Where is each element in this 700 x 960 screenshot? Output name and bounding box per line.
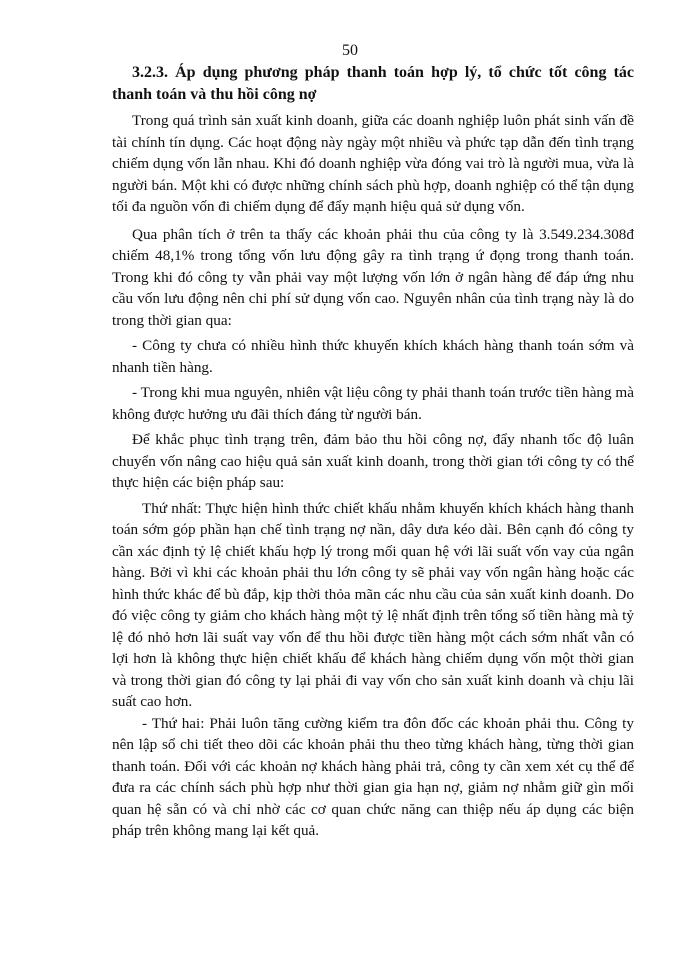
paragraph-solution-1: Thứ nhất: Thực hiện hình thức chiết khấu nhằm khuyến khích khách hàng thanh toán sớm góp phần hạn chế tình trạng nợ nần, dây dưa kéo dài. Bên cạnh đó công ty cần xác định tỷ lệ chiết khấu hợp lý trong mối quan hệ với lãi suất vốn vay của ngân hàng. Bởi vì khi các khoản phải thu lớn công ty sẽ phải vay vốn ngân hàng hoặc các hình thức khác để bù đắp, kịp thời thỏa mãn các nhu cầu của sản xuất kinh doanh. Do đó việc công ty giảm cho khách hàng một tỷ lệ nhất định trên tổng số tiền hàng mà tỷ lệ đó nhỏ hơn lãi suất vay vốn để thu hồi được tiền hàng một cách sớm nhất vẫn có lợi hơn là không thực hiện chiết khấu để khách hàng chiếm dụng vốn một thời gian và trong thời gian đó công ty lại phải đi vay vốn cho sản xuất kinh doanh và chịu lãi suất cao hơn. — [112, 499, 634, 710]
paragraph-cause-1: - Công ty chưa có nhiều hình thức khuyến khích khách hàng thanh toán sớm và nhanh tiền hàng. — [112, 337, 634, 376]
page-content — [112, 62, 634, 842]
paragraph-intro: Trong quá trình sản xuất kinh doanh, giữa các doanh nghiệp luôn phát sinh vấn đề tài chính tín dụng. Các hoạt động này ngày một nhiều và phức tạp dẫn đến tình trạng chiếm dụng vốn lẫn nhau. Khi đó doanh nghiệp vừa đóng vai trò là người mua, vừa là người bán. Một khi có được những chính sách phù hợp, doanh nghiệp có thể tận dụng tối đa nguồn vốn đi chiếm dụng để đẩy mạnh hiệu quả sử dụng vốn. — [112, 112, 634, 215]
paragraph-cause-2: - Trong khi mua nguyên, nhiên vật liệu công ty phải thanh toán trước tiền hàng mà không được hưởng ưu đãi thích đáng từ người bán. — [112, 384, 634, 423]
page-number: 50 — [342, 42, 358, 59]
section-heading: 3.2.3. Áp dụng phương pháp thanh toán hợp lý, tổ chức tốt công tác thanh toán và thu hồi công nợ — [112, 64, 634, 103]
paragraph-solutions-intro: Để khắc phục tình trạng trên, đảm bảo thu hồi công nợ, đẩy nhanh tốc độ luân chuyển vốn nâng cao hiệu quả sản xuất kinh doanh, trong thời gian tới công ty có thể thực hiện các biện pháp sau: — [112, 431, 634, 491]
paragraph-analysis: Qua phân tích ở trên ta thấy các khoản phải thu của công ty là 3.549.234.308đ chiếm 48,1% trong tổng vốn lưu động gây ra tình trạng ứ đọng trong thanh toán. Trong khi đó công ty vẫn phải vay một lượng vốn lớn ở ngân hàng để đáp ứng nhu cầu vốn lưu động nên chi phí sử dụng vốn cao. Nguyên nhân của tình trạng này là do trong thời gian qua: — [112, 225, 634, 329]
paragraph-solution-2: - Thứ hai: Phải luôn tăng cường kiểm tra đôn đốc các khoản phải thu. Công ty nên lập sổ chi tiết theo dõi các khoản phải thu theo từng khách hàng, từng thời gian thanh toán. Đối với các khoản nợ khách hàng phải trả, công ty cần xem xét cụ thể để đưa ra các chính sách phù hợp như thời gian gia hạn nợ, giảm nợ nhằm giữ gìn mối quan hệ sẵn có và chỉ nhờ các cơ quan chức năng can thiệp nếu áp dụng các biện pháp trên không mang lại kết quả. — [112, 714, 634, 839]
